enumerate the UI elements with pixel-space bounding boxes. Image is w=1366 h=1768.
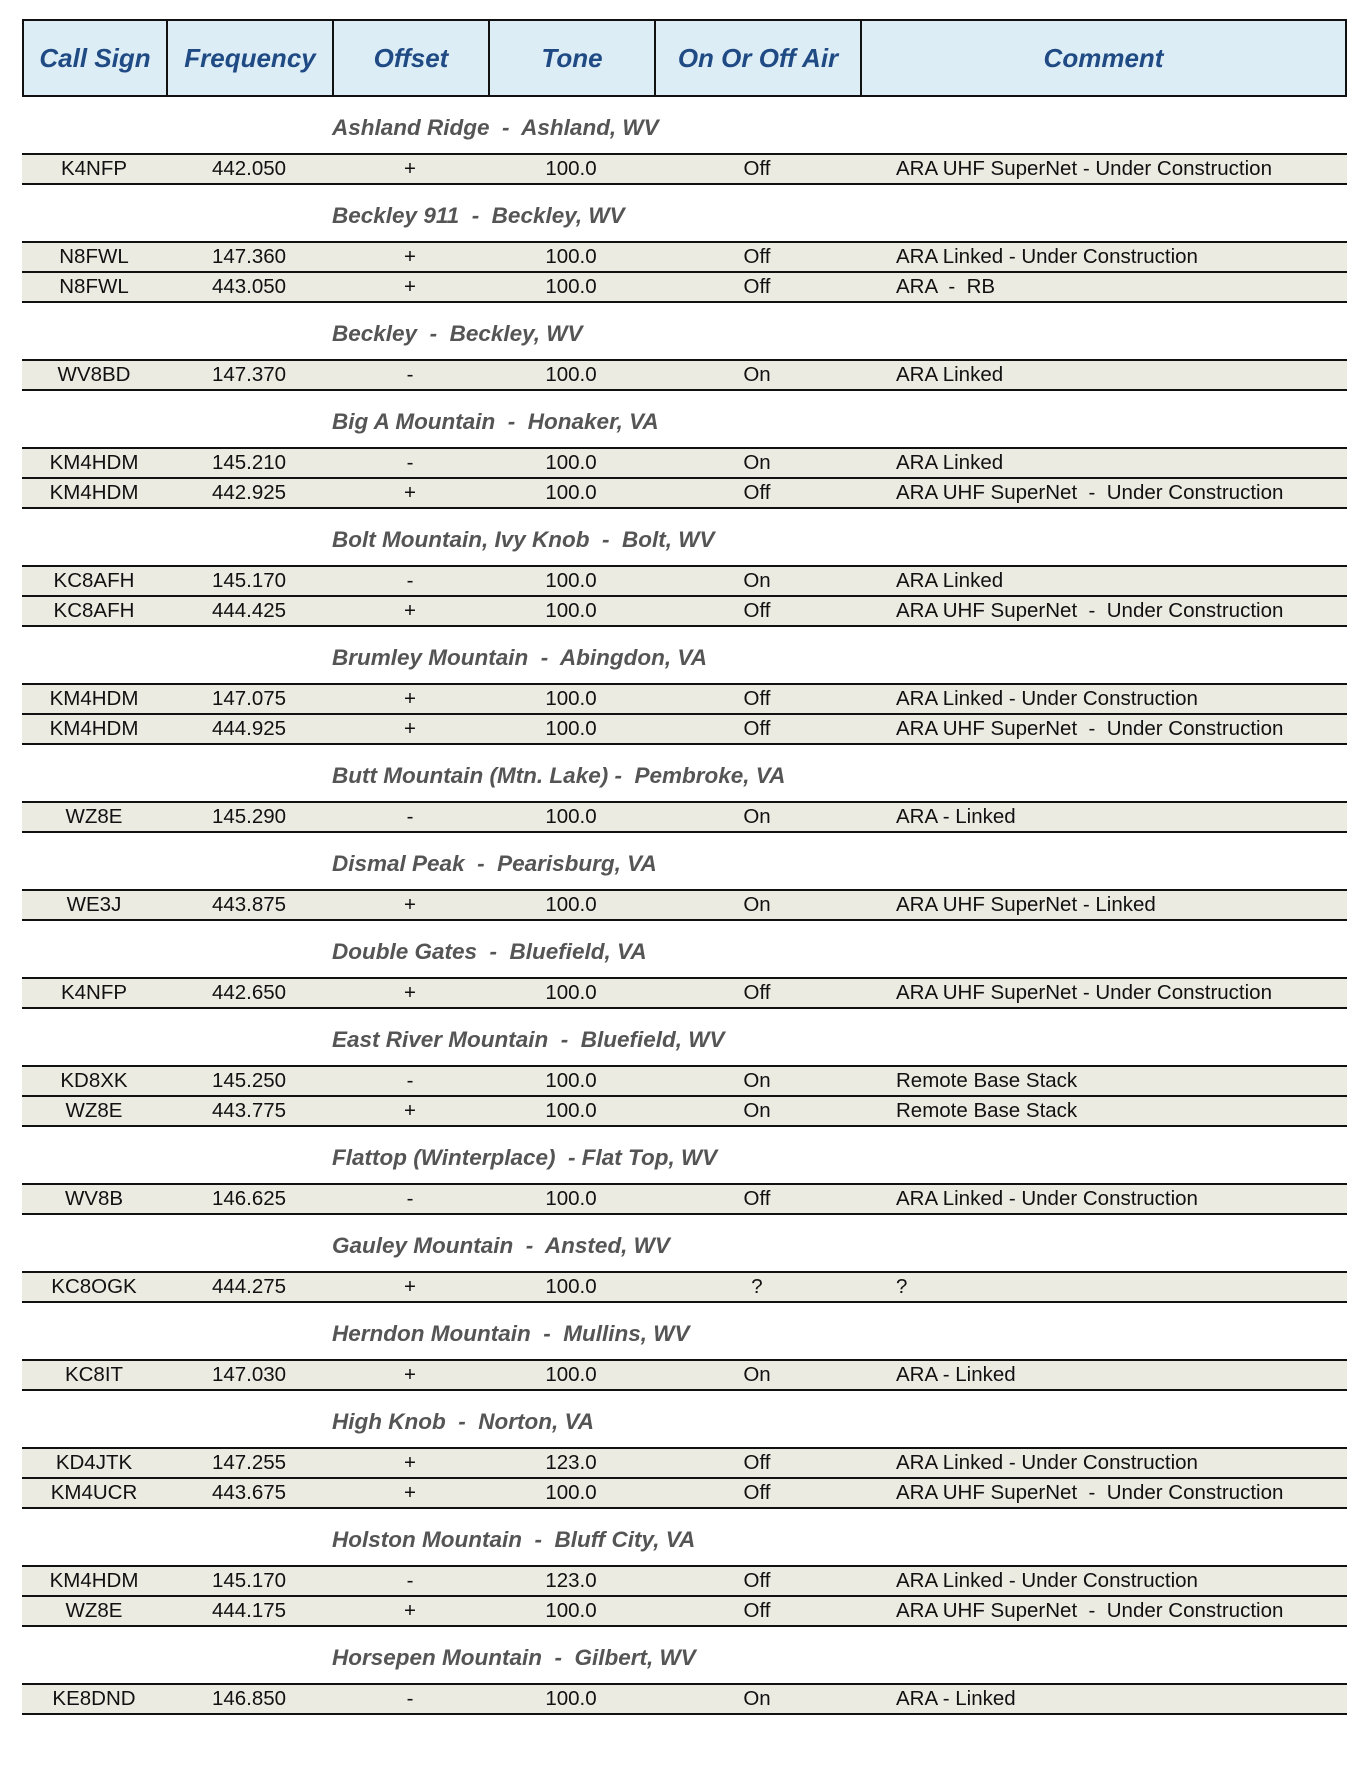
cell-on-off-air: Off bbox=[743, 717, 771, 740]
column-header-frequency: Frequency bbox=[168, 21, 334, 95]
cell-frequency: 145.250 bbox=[211, 1069, 287, 1092]
table-row bbox=[22, 273, 1347, 303]
cell-call-sign: WE3J bbox=[66, 893, 122, 916]
cell-offset: + bbox=[404, 1099, 416, 1122]
cell-frequency: 444.925 bbox=[211, 717, 287, 740]
cell-offset: + bbox=[404, 1363, 416, 1386]
cell-call-sign: K4NFP bbox=[60, 981, 128, 1004]
cell-call-sign: KM4HDM bbox=[49, 481, 139, 504]
cell-call-sign: N8FWL bbox=[59, 275, 129, 298]
cell-tone: 100.0 bbox=[545, 481, 597, 504]
cell-comment: ARA UHF SuperNet - Under Construction bbox=[896, 599, 1284, 622]
cell-comment: ARA - Linked bbox=[896, 1687, 1016, 1710]
cell-tone: 100.0 bbox=[545, 1275, 597, 1298]
cell-frequency: 443.775 bbox=[211, 1099, 287, 1122]
cell-call-sign: KE8DND bbox=[52, 1687, 136, 1710]
site-heading bbox=[22, 1303, 1347, 1359]
cell-comment: ARA Linked - Under Construction bbox=[896, 687, 1198, 710]
cell-call-sign: KC8AFH bbox=[53, 569, 135, 592]
cell-tone: 100.0 bbox=[545, 893, 597, 916]
table-row bbox=[22, 1447, 1347, 1479]
cell-frequency: 443.050 bbox=[211, 275, 287, 298]
site-name: Double Gates - Bluefield, VA bbox=[332, 939, 647, 964]
cell-tone: 100.0 bbox=[545, 1069, 597, 1092]
cell-comment: ARA - Linked bbox=[896, 805, 1016, 828]
cell-on-off-air: Off bbox=[743, 1599, 771, 1622]
table-body bbox=[22, 97, 1347, 1715]
column-header-call-sign: Call Sign bbox=[24, 21, 168, 95]
table-row bbox=[22, 715, 1347, 745]
cell-tone: 100.0 bbox=[545, 599, 597, 622]
site-name: East River Mountain - Bluefield, WV bbox=[332, 1027, 725, 1052]
cell-comment: Remote Base Stack bbox=[896, 1069, 1078, 1092]
table-row bbox=[22, 801, 1347, 833]
cell-comment: ARA Linked bbox=[896, 569, 1004, 592]
cell-on-off-air: Off bbox=[743, 275, 771, 298]
cell-call-sign: KC8AFH bbox=[53, 599, 135, 622]
cell-tone: 100.0 bbox=[545, 1363, 597, 1386]
cell-comment: ARA UHF SuperNet - Linked bbox=[896, 893, 1156, 916]
cell-tone: 100.0 bbox=[545, 451, 597, 474]
cell-call-sign: WZ8E bbox=[65, 1099, 123, 1122]
site-heading bbox=[22, 391, 1347, 447]
cell-frequency: 147.370 bbox=[211, 363, 287, 386]
site-heading bbox=[22, 1127, 1347, 1183]
cell-on-off-air: On bbox=[743, 1069, 771, 1092]
cell-frequency: 442.650 bbox=[211, 981, 287, 1004]
cell-frequency: 145.170 bbox=[211, 569, 287, 592]
cell-frequency: 145.210 bbox=[211, 451, 287, 474]
cell-comment: ARA Linked - Under Construction bbox=[896, 1187, 1198, 1210]
site-heading bbox=[22, 921, 1347, 977]
cell-tone: 100.0 bbox=[545, 805, 597, 828]
cell-tone: 100.0 bbox=[545, 363, 597, 386]
table-row bbox=[22, 1065, 1347, 1097]
site-name: Gauley Mountain - Ansted, WV bbox=[332, 1233, 670, 1258]
site-heading bbox=[22, 833, 1347, 889]
cell-comment: ARA Linked - Under Construction bbox=[896, 1451, 1198, 1474]
cell-on-off-air: Off bbox=[743, 157, 771, 180]
cell-tone: 100.0 bbox=[545, 157, 597, 180]
cell-comment: ARA Linked bbox=[896, 451, 1004, 474]
site-heading bbox=[22, 1391, 1347, 1447]
cell-tone: 100.0 bbox=[545, 275, 597, 298]
cell-offset: - bbox=[406, 1569, 414, 1592]
site-name: Horsepen Mountain - Gilbert, WV bbox=[332, 1645, 696, 1670]
cell-comment: ARA UHF SuperNet - Under Construction bbox=[896, 481, 1284, 504]
cell-frequency: 442.050 bbox=[211, 157, 287, 180]
cell-call-sign: K4NFP bbox=[60, 157, 128, 180]
cell-frequency: 145.170 bbox=[211, 1569, 287, 1592]
cell-frequency: 146.625 bbox=[211, 1187, 287, 1210]
site-name: Beckley - Beckley, WV bbox=[332, 321, 583, 346]
cell-offset: + bbox=[404, 245, 416, 268]
cell-on-off-air: Off bbox=[743, 599, 771, 622]
cell-call-sign: KD4JTK bbox=[55, 1451, 133, 1474]
cell-offset: - bbox=[406, 1187, 414, 1210]
cell-frequency: 147.075 bbox=[211, 687, 287, 710]
table-row bbox=[22, 359, 1347, 391]
site-heading bbox=[22, 97, 1347, 153]
site-name: High Knob - Norton, VA bbox=[332, 1409, 595, 1434]
site-heading bbox=[22, 509, 1347, 565]
cell-frequency: 442.925 bbox=[211, 481, 287, 504]
cell-frequency: 443.875 bbox=[211, 893, 287, 916]
table-row bbox=[22, 889, 1347, 921]
table-row bbox=[22, 1565, 1347, 1597]
cell-on-off-air: On bbox=[743, 569, 771, 592]
cell-comment: ARA UHF SuperNet - Under Construction bbox=[896, 157, 1272, 180]
cell-offset: + bbox=[404, 717, 416, 740]
cell-comment: ARA Linked - Under Construction bbox=[896, 1569, 1198, 1592]
cell-offset: - bbox=[406, 363, 414, 386]
site-heading bbox=[22, 1509, 1347, 1565]
site-heading bbox=[22, 303, 1347, 359]
cell-on-off-air: Off bbox=[743, 245, 771, 268]
site-name: Holston Mountain - Bluff City, VA bbox=[332, 1527, 696, 1552]
cell-comment: ? bbox=[896, 1275, 908, 1298]
cell-on-off-air: Off bbox=[743, 481, 771, 504]
cell-tone: 100.0 bbox=[545, 245, 597, 268]
table-row bbox=[22, 1097, 1347, 1127]
cell-frequency: 444.425 bbox=[211, 599, 287, 622]
cell-call-sign: KC8IT bbox=[64, 1363, 124, 1386]
cell-on-off-air: Off bbox=[743, 1451, 771, 1474]
cell-comment: ARA UHF SuperNet - Under Construction bbox=[896, 981, 1272, 1004]
table-header bbox=[22, 19, 1347, 97]
cell-offset: + bbox=[404, 981, 416, 1004]
cell-offset: + bbox=[404, 1451, 416, 1474]
table-row bbox=[22, 1359, 1347, 1391]
table-row bbox=[22, 1183, 1347, 1215]
cell-call-sign: KD8XK bbox=[60, 1069, 128, 1092]
cell-frequency: 147.255 bbox=[211, 1451, 287, 1474]
table-row bbox=[22, 683, 1347, 715]
cell-offset: + bbox=[404, 1599, 416, 1622]
cell-call-sign: WZ8E bbox=[65, 805, 123, 828]
cell-frequency: 147.360 bbox=[211, 245, 287, 268]
cell-offset: + bbox=[404, 275, 416, 298]
site-heading bbox=[22, 1009, 1347, 1065]
cell-comment: Remote Base Stack bbox=[896, 1099, 1078, 1122]
table-row bbox=[22, 1683, 1347, 1715]
cell-on-off-air: On bbox=[743, 805, 771, 828]
cell-comment: ARA Linked - Under Construction bbox=[896, 245, 1198, 268]
cell-call-sign: KC8OGK bbox=[51, 1275, 137, 1298]
cell-offset: + bbox=[404, 687, 416, 710]
table-row bbox=[22, 977, 1347, 1009]
table-row bbox=[22, 241, 1347, 273]
site-heading bbox=[22, 185, 1347, 241]
table-row bbox=[22, 1597, 1347, 1627]
site-name: Brumley Mountain - Abingdon, VA bbox=[332, 645, 707, 670]
site-name: Flattop (Winterplace) - Flat Top, WV bbox=[332, 1145, 718, 1170]
cell-comment: ARA UHF SuperNet - Under Construction bbox=[896, 717, 1284, 740]
cell-tone: 100.0 bbox=[545, 1187, 597, 1210]
cell-frequency: 146.850 bbox=[211, 1687, 287, 1710]
cell-on-off-air: Off bbox=[743, 981, 771, 1004]
column-header-comment: Comment bbox=[1043, 42, 1164, 73]
table-row bbox=[22, 153, 1347, 185]
site-name: Bolt Mountain, Ivy Knob - Bolt, WV bbox=[332, 527, 715, 552]
cell-on-off-air: Off bbox=[743, 1481, 771, 1504]
cell-tone: 123.0 bbox=[545, 1569, 597, 1592]
table-row bbox=[22, 479, 1347, 509]
cell-on-off-air: On bbox=[743, 1687, 771, 1710]
cell-on-off-air: Off bbox=[743, 1187, 771, 1210]
cell-call-sign: WV8B bbox=[64, 1187, 124, 1210]
cell-offset: + bbox=[404, 893, 416, 916]
cell-on-off-air: On bbox=[743, 451, 771, 474]
cell-frequency: 444.275 bbox=[211, 1275, 287, 1298]
cell-call-sign: KM4HDM bbox=[49, 717, 139, 740]
cell-offset: + bbox=[404, 1275, 416, 1298]
cell-tone: 100.0 bbox=[545, 569, 597, 592]
cell-call-sign: KM4HDM bbox=[49, 451, 139, 474]
cell-offset: - bbox=[406, 569, 414, 592]
cell-on-off-air: On bbox=[743, 1363, 771, 1386]
cell-tone: 123.0 bbox=[545, 1451, 597, 1474]
cell-tone: 100.0 bbox=[545, 1481, 597, 1504]
cell-comment: ARA Linked bbox=[896, 363, 1004, 386]
cell-on-off-air: ? bbox=[751, 1275, 763, 1298]
cell-offset: - bbox=[406, 451, 414, 474]
cell-offset: - bbox=[406, 1069, 414, 1092]
cell-offset: - bbox=[406, 1687, 414, 1710]
table-row bbox=[22, 1271, 1347, 1303]
cell-call-sign: KM4UCR bbox=[50, 1481, 138, 1504]
cell-comment: ARA - RB bbox=[896, 275, 996, 298]
cell-offset: + bbox=[404, 157, 416, 180]
column-header-offset: Offset bbox=[334, 21, 490, 95]
cell-tone: 100.0 bbox=[545, 687, 597, 710]
cell-tone: 100.0 bbox=[545, 1687, 597, 1710]
site-name: Dismal Peak - Pearisburg, VA bbox=[332, 851, 657, 876]
table-row bbox=[22, 447, 1347, 479]
site-name: Ashland Ridge - Ashland, WV bbox=[332, 115, 659, 140]
site-name: Butt Mountain (Mtn. Lake) - Pembroke, VA bbox=[332, 763, 786, 788]
cell-tone: 100.0 bbox=[545, 981, 597, 1004]
cell-on-off-air: On bbox=[743, 893, 771, 916]
cell-comment: ARA UHF SuperNet - Under Construction bbox=[896, 1599, 1284, 1622]
cell-offset: - bbox=[406, 805, 414, 828]
cell-offset: + bbox=[404, 599, 416, 622]
cell-on-off-air: Off bbox=[743, 1569, 771, 1592]
cell-call-sign: N8FWL bbox=[59, 245, 129, 268]
cell-call-sign: KM4HDM bbox=[49, 1569, 139, 1592]
cell-on-off-air: Off bbox=[743, 687, 771, 710]
cell-comment: ARA - Linked bbox=[896, 1363, 1016, 1386]
column-header-tone: Tone bbox=[490, 21, 656, 95]
site-heading bbox=[22, 1215, 1347, 1271]
site-heading bbox=[22, 627, 1347, 683]
cell-offset: + bbox=[404, 1481, 416, 1504]
cell-call-sign: WV8BD bbox=[57, 363, 131, 386]
cell-call-sign: WZ8E bbox=[65, 1599, 123, 1622]
cell-call-sign: KM4HDM bbox=[49, 687, 139, 710]
cell-offset: + bbox=[404, 481, 416, 504]
cell-on-off-air: On bbox=[743, 1099, 771, 1122]
table-row bbox=[22, 565, 1347, 597]
cell-frequency: 145.290 bbox=[211, 805, 287, 828]
cell-frequency: 147.030 bbox=[211, 1363, 287, 1386]
cell-frequency: 444.175 bbox=[211, 1599, 287, 1622]
cell-frequency: 443.675 bbox=[211, 1481, 287, 1504]
column-header-on-off-air: On Or Off Air bbox=[656, 21, 862, 95]
cell-tone: 100.0 bbox=[545, 717, 597, 740]
site-name: Herndon Mountain - Mullins, WV bbox=[332, 1321, 690, 1346]
table-row bbox=[22, 597, 1347, 627]
site-name: Beckley 911 - Beckley, WV bbox=[332, 203, 625, 228]
repeater-table bbox=[22, 19, 1347, 1715]
cell-on-off-air: On bbox=[743, 363, 771, 386]
cell-tone: 100.0 bbox=[545, 1099, 597, 1122]
site-heading bbox=[22, 745, 1347, 801]
cell-tone: 100.0 bbox=[545, 1599, 597, 1622]
cell-comment: ARA UHF SuperNet - Under Construction bbox=[896, 1481, 1284, 1504]
site-name: Big A Mountain - Honaker, VA bbox=[332, 409, 659, 434]
site-heading bbox=[22, 1627, 1347, 1683]
table-row bbox=[22, 1479, 1347, 1509]
